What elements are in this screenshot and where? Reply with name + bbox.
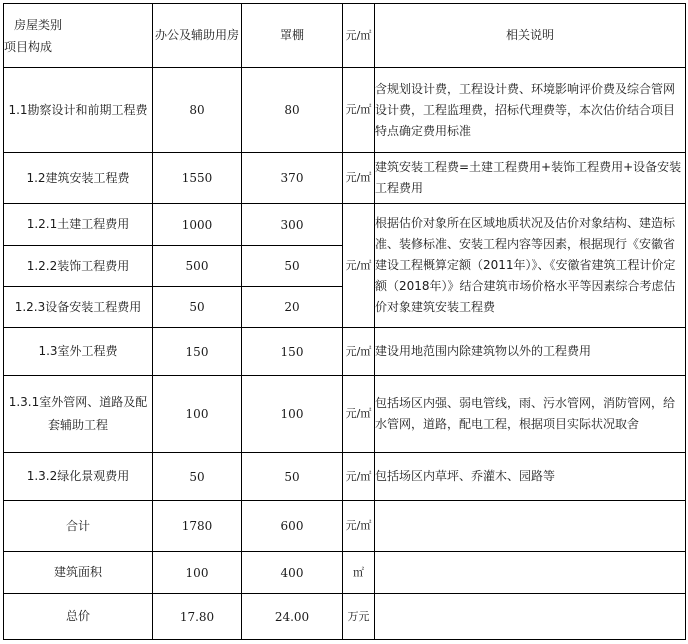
total-row [4, 501, 686, 552]
row-description: 建筑安装工程费=土建工程费用+装饰工程费用+设备安装工程费用 [375, 153, 686, 204]
row-item: 1.2.1土建工程费用 [4, 204, 153, 246]
row-office: 100 [153, 552, 242, 594]
row-office: 150 [153, 328, 242, 376]
row-description [375, 552, 686, 594]
header-description: 相关说明 [375, 4, 686, 68]
row-description: 包括场区内强、弱电管线，雨、污水管网，消防管网，给水管网，道路，配电工程，根据项目实际状况取舍 [375, 376, 686, 453]
table-row [4, 376, 686, 453]
header-composition-label: 项目构成 [4, 39, 53, 54]
table-row [4, 453, 686, 501]
row-unit: 万元 [343, 594, 375, 640]
row-canopy: 20 [242, 287, 343, 328]
row-canopy: 50 [242, 246, 343, 287]
row-office: 1550 [153, 153, 242, 204]
row-unit: 元/㎡ [343, 204, 375, 328]
row-office: 80 [153, 68, 242, 153]
row-unit: 元/㎡ [343, 68, 375, 153]
row-office: 50 [153, 453, 242, 501]
row-item: 1.3.1室外管网、道路及配套辅助工程 [4, 376, 153, 453]
row-office: 17.80 [153, 594, 242, 640]
cost-table [3, 3, 686, 640]
row-canopy: 100 [242, 376, 343, 453]
table-row [4, 153, 686, 204]
row-canopy: 150 [242, 328, 343, 376]
row-office: 1000 [153, 204, 242, 246]
row-description: 根据估价对象所在区域地质状况及估价对象结构、建造标准、装修标准、安装工程内容等因素，根据现行《安徽省建设工程概算定额（2011年）》、《安徽省建筑工程计价定额（2018年）》结合建筑市场价格水平等因素综合考虑估价对象建筑安装工程费 [375, 204, 686, 328]
row-item: 1.1勘察设计和前期工程费 [4, 68, 153, 153]
row-canopy: 600 [242, 501, 343, 552]
row-unit: 元/㎡ [343, 453, 375, 501]
header-office: 办公及辅助用房 [153, 4, 242, 68]
row-canopy: 24.00 [242, 594, 343, 640]
row-unit: 元/㎡ [343, 376, 375, 453]
row-description: 建设用地范围内除建筑物以外的工程费用 [375, 328, 686, 376]
row-description [375, 501, 686, 552]
price-row [4, 594, 686, 640]
row-unit: 元/㎡ [343, 328, 375, 376]
row-description [375, 594, 686, 640]
row-office: 1780 [153, 501, 242, 552]
table-row [4, 204, 686, 246]
row-canopy: 300 [242, 204, 343, 246]
row-item: 1.3室外工程费 [4, 328, 153, 376]
row-canopy: 80 [242, 68, 343, 153]
row-canopy: 50 [242, 453, 343, 501]
row-canopy: 370 [242, 153, 343, 204]
row-unit: ㎡ [343, 552, 375, 594]
row-description: 包括场区内草坪、乔灌木、园路等 [375, 453, 686, 501]
area-row [4, 552, 686, 594]
table-row [4, 328, 686, 376]
row-item: 建筑面积 [4, 552, 153, 594]
row-office: 50 [153, 287, 242, 328]
row-description: 含规划设计费，工程设计费、环境影响评价费及综合管网设计费，工程监理费，招标代理费等，本次估价结合项目特点确定费用标准 [375, 68, 686, 153]
row-canopy: 400 [242, 552, 343, 594]
row-item: 总价 [4, 594, 153, 640]
header-canopy: 罩棚 [242, 4, 343, 68]
row-unit: 元/㎡ [343, 501, 375, 552]
row-office: 100 [153, 376, 242, 453]
header-row [4, 4, 686, 68]
row-item: 1.3.2绿化景观费用 [4, 453, 153, 501]
table-row [4, 68, 686, 153]
row-item: 1.2.3设备安装工程费用 [4, 287, 153, 328]
header-category-cell [4, 4, 153, 68]
row-office: 500 [153, 246, 242, 287]
row-item: 1.2建筑安装工程费 [4, 153, 153, 204]
row-unit: 元/㎡ [343, 153, 375, 204]
row-item: 合计 [4, 501, 153, 552]
row-item: 1.2.2装饰工程费用 [4, 246, 153, 287]
header-unit: 元/㎡ [343, 4, 375, 68]
header-category-label: 房屋类别 [14, 17, 63, 32]
